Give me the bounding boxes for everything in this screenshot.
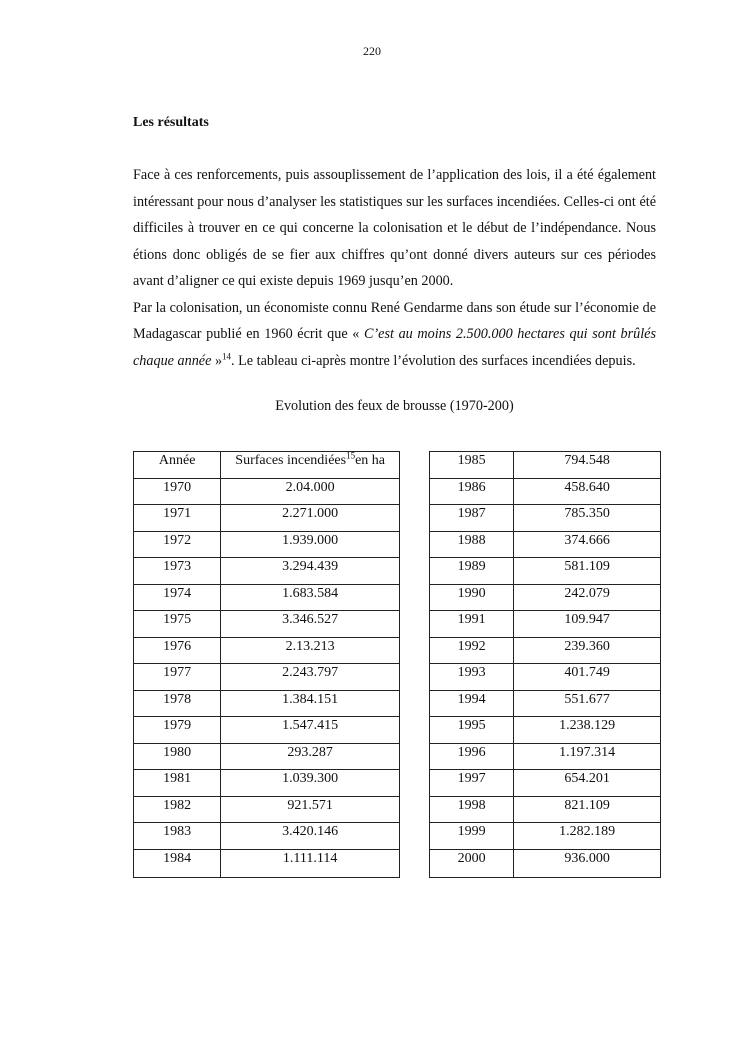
table-header-row (134, 452, 400, 479)
table-row (134, 849, 400, 877)
area-cell: 785.350 (514, 505, 661, 532)
table-row (430, 611, 661, 638)
year-cell: 1992 (430, 637, 514, 664)
year-cell: 1985 (430, 452, 514, 479)
table-row (430, 637, 661, 664)
year-cell: 1988 (430, 531, 514, 558)
header-area-label: Surfaces incendiées (235, 453, 347, 468)
table-row (134, 611, 400, 638)
table-row (430, 717, 661, 744)
table-row (430, 584, 661, 611)
year-cell: 1980 (134, 743, 221, 770)
area-cell: 1.547.415 (221, 717, 400, 744)
year-cell: 1975 (134, 611, 221, 638)
year-cell: 1997 (430, 770, 514, 797)
year-cell: 1983 (134, 823, 221, 850)
footnote-ref-14: 14 (222, 350, 232, 361)
year-cell: 1972 (134, 531, 221, 558)
header-year: Année (134, 452, 221, 479)
year-cell: 2000 (430, 849, 514, 877)
year-cell: 1993 (430, 664, 514, 691)
area-cell: 401.749 (514, 664, 661, 691)
table-row (430, 849, 661, 877)
table-row (134, 584, 400, 611)
area-cell: 239.360 (514, 637, 661, 664)
area-cell: 374.666 (514, 531, 661, 558)
table-row (430, 743, 661, 770)
year-cell: 1978 (134, 690, 221, 717)
table-row (134, 796, 400, 823)
area-cell: 794.548 (514, 452, 661, 479)
year-cell: 1987 (430, 505, 514, 532)
year-cell: 1971 (134, 505, 221, 532)
year-cell: 1977 (134, 664, 221, 691)
table-row (134, 690, 400, 717)
year-cell: 1986 (430, 478, 514, 505)
area-cell: 2.04.000 (221, 478, 400, 505)
area-cell: 551.677 (514, 690, 661, 717)
area-cell: 1.238.129 (514, 717, 661, 744)
area-cell: 821.109 (514, 796, 661, 823)
area-cell: 1.039.300 (221, 770, 400, 797)
table-row (134, 664, 400, 691)
paragraph-2 (133, 295, 656, 375)
year-cell: 1982 (134, 796, 221, 823)
table-row (134, 478, 400, 505)
year-cell: 1970 (134, 478, 221, 505)
paragraph-1: Face à ces renforcements, puis assouplissement de l’application des lois, il a été également intéressant pour nous d’analyser les statistiques sur les surfaces incendiées. Celles-ci ont été difficiles à trouver en ce qui concerne la colonisation et le début de l’indépendance. Nous étions donc obligés de se fier aux chiffres qu’ont donné divers auteurs sur ces périodes avant d’aligner ce qui existe depuis 1969 jusqu’en 2000. (133, 167, 656, 289)
table-row (134, 743, 400, 770)
year-cell: 1976 (134, 637, 221, 664)
table-row (430, 690, 661, 717)
year-cell: 1984 (134, 849, 221, 877)
area-cell: 2.243.797 (221, 664, 400, 691)
table-row (430, 823, 661, 850)
area-cell: 3.420.146 (221, 823, 400, 850)
body-text (133, 162, 656, 374)
area-cell: 1.111.114 (221, 849, 400, 877)
area-cell: 293.287 (221, 743, 400, 770)
paragraph-2-part-1: Par la colonisation, un économiste connu René Gendarme dans son étude sur l’économie de Madagascar publié en 1960 écrit que « (133, 299, 656, 342)
table-row (134, 531, 400, 558)
table-left-body (134, 478, 400, 877)
year-cell: 1989 (430, 558, 514, 585)
section-heading: Les résultats (133, 115, 209, 130)
year-cell: 1999 (430, 823, 514, 850)
area-cell: 936.000 (514, 849, 661, 877)
year-cell: 1996 (430, 743, 514, 770)
area-cell: 921.571 (221, 796, 400, 823)
area-cell: 581.109 (514, 558, 661, 585)
table-row (134, 505, 400, 532)
year-cell: 1974 (134, 584, 221, 611)
burned-area-table-right (429, 451, 661, 878)
area-cell: 1.939.000 (221, 531, 400, 558)
area-cell: 242.079 (514, 584, 661, 611)
table-row (430, 531, 661, 558)
area-cell: 109.947 (514, 611, 661, 638)
year-cell: 1994 (430, 690, 514, 717)
burned-area-table-left (133, 451, 400, 878)
area-cell: 1.384.151 (221, 690, 400, 717)
year-cell: 1995 (430, 717, 514, 744)
area-cell: 654.201 (514, 770, 661, 797)
table-caption: Evolution des feux de brousse (1970-200) (275, 398, 514, 414)
table-row (430, 796, 661, 823)
table-row (134, 717, 400, 744)
year-cell: 1973 (134, 558, 221, 585)
area-cell: 1.683.584 (221, 584, 400, 611)
area-cell: 1.197.314 (514, 743, 661, 770)
area-cell: 3.294.439 (221, 558, 400, 585)
area-cell: 2.13.213 (221, 637, 400, 664)
table-row (430, 505, 661, 532)
header-area (221, 452, 400, 479)
quote: C’est au moins 2.500.000 hectares qui sont brûlés chaque année (133, 326, 656, 369)
table-row (134, 558, 400, 585)
table-right-body (430, 452, 661, 878)
footnote-ref-15: 15 (346, 450, 356, 461)
area-cell: 2.271.000 (221, 505, 400, 532)
year-cell: 1998 (430, 796, 514, 823)
paragraph-2-quote-close: » (211, 352, 223, 369)
paragraph-2-part-3: . Le tableau ci-après montre l’évolution des surfaces incendiées depuis. (231, 352, 636, 369)
table-row (430, 558, 661, 585)
year-cell: 1991 (430, 611, 514, 638)
table-row (134, 823, 400, 850)
area-cell: 1.282.189 (514, 823, 661, 850)
year-cell: 1981 (134, 770, 221, 797)
header-area-unit: en ha (355, 453, 386, 468)
table-row (134, 637, 400, 664)
area-cell: 3.346.527 (221, 611, 400, 638)
table-row (430, 452, 661, 479)
area-cell: 458.640 (514, 478, 661, 505)
table-row (134, 770, 400, 797)
year-cell: 1979 (134, 717, 221, 744)
year-cell: 1990 (430, 584, 514, 611)
table-row (430, 664, 661, 691)
table-row (430, 478, 661, 505)
page-number: 220 (363, 44, 381, 58)
table-row (430, 770, 661, 797)
